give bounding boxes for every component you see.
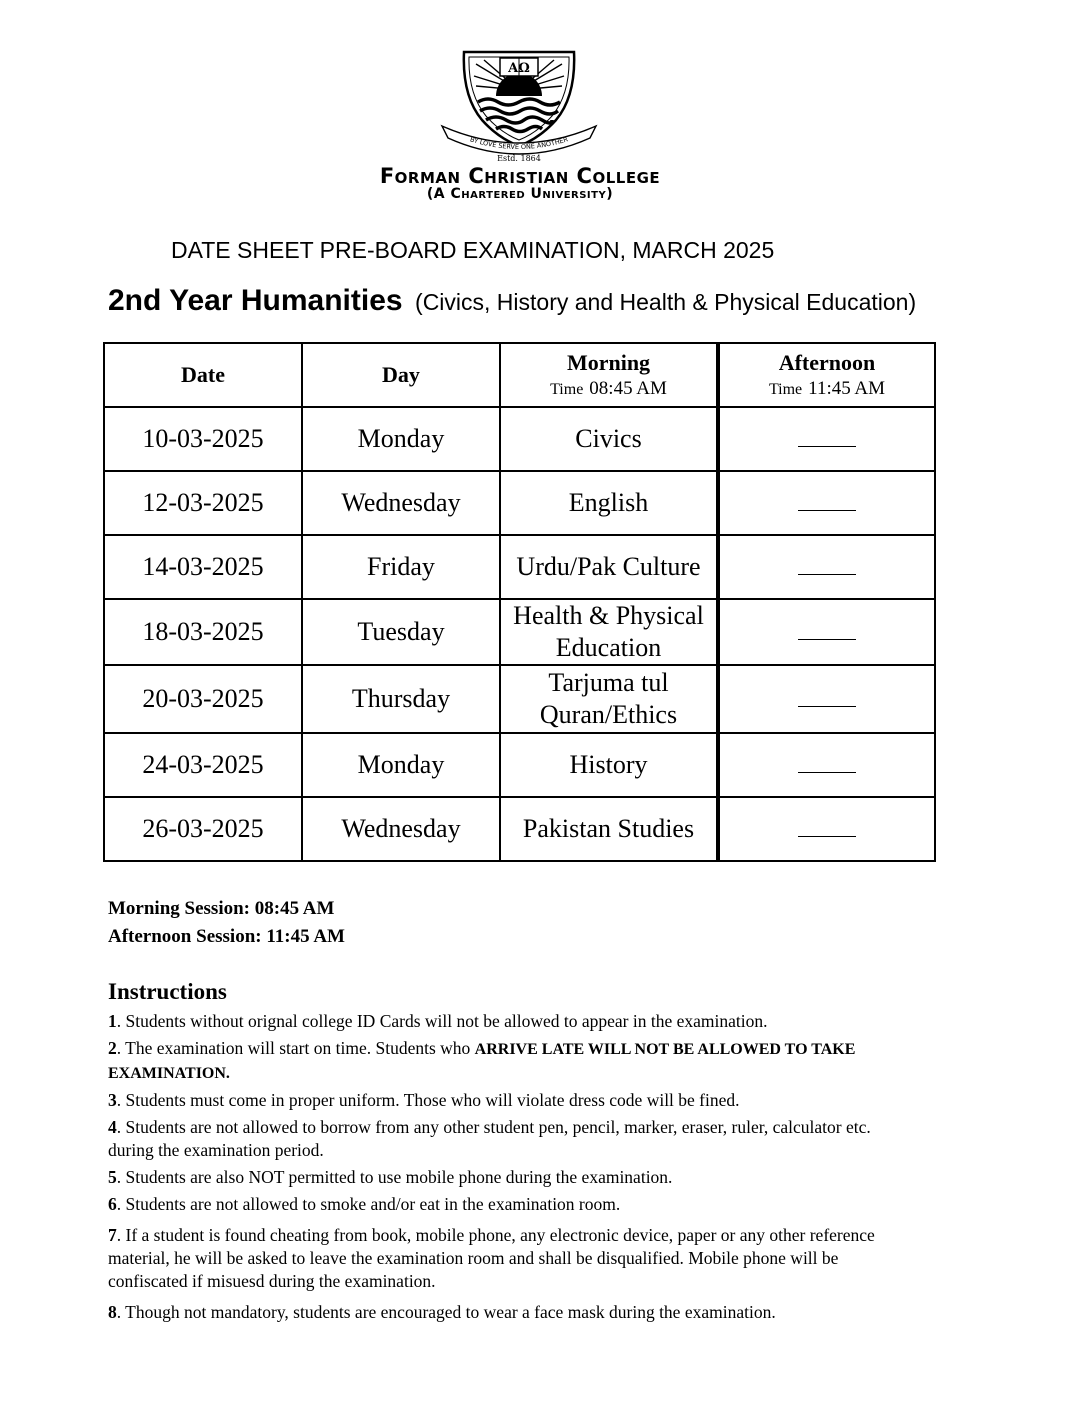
instruction-emphasis: ARRIVE LATE WILL NOT BE ALLOWED TO TAKE EXAMINATION.: [108, 1041, 856, 1082]
row-afternoon-paper: [718, 665, 935, 733]
instruction-text: . The examination will start on time. Students who: [116, 1038, 475, 1058]
instruction-text: . Students are not allowed to smoke and/or eat in the examination room.: [116, 1194, 621, 1214]
row-day: Thursday: [302, 665, 500, 733]
paper-line-1: English: [568, 488, 649, 517]
row-morning-paper: [500, 599, 718, 665]
paper-line-1: Pakistan Studies: [522, 814, 695, 843]
program-heading: [108, 284, 916, 318]
instruction-number: 7: [108, 1225, 117, 1245]
header-morning: [500, 343, 718, 407]
row-morning-paper: [500, 797, 718, 861]
empty-slot-dash: [798, 822, 856, 837]
instruction-item: [108, 1089, 908, 1112]
row-afternoon-paper: [718, 407, 935, 471]
instruction-item: [108, 1193, 908, 1216]
header-afternoon-label: Afternoon: [778, 350, 876, 375]
instruction-text: . Students are not allowed to borrow from any other student pen, pencil, marker, eraser, ruler, calculator etc. during the examination period.: [108, 1117, 871, 1160]
instructions-list: [108, 1010, 908, 1328]
row-afternoon-paper: [718, 535, 935, 599]
instruction-item: [108, 1037, 908, 1085]
header-date: Date: [104, 343, 302, 407]
header-afternoon: [718, 343, 935, 407]
crest-motto: BY LOVE SERVE ONE ANOTHER: [469, 135, 569, 152]
row-morning-paper: [500, 471, 718, 535]
row-morning-paper: [500, 733, 718, 797]
empty-slot-dash: [798, 692, 856, 707]
header-morning-time: [501, 378, 716, 400]
row-day: Tuesday: [302, 599, 500, 665]
empty-slot-dash: [798, 758, 856, 773]
paper-line-1: Health & Physical: [513, 601, 704, 630]
paper-line-1: History: [569, 750, 648, 779]
instruction-text: . Students must come in proper uniform. Those who will violate dress code will be fined.: [116, 1090, 740, 1110]
row-day: Wednesday: [302, 471, 500, 535]
row-afternoon-paper: [718, 797, 935, 861]
row-date: 12-03-2025: [104, 471, 302, 535]
instruction-number: 6: [108, 1194, 117, 1214]
afternoon-time-value: 11:45 AM: [808, 378, 886, 399]
instruction-text: . Though not mandatory, students are encouraged to wear a face mask during the examination.: [116, 1302, 776, 1322]
row-day: Monday: [302, 733, 500, 797]
afternoon-session-time: Afternoon Session: 11:45 AM: [108, 926, 345, 947]
empty-slot-dash: [798, 496, 856, 511]
instruction-number: 4: [108, 1117, 117, 1137]
row-day: Wednesday: [302, 797, 500, 861]
row-day: Monday: [302, 407, 500, 471]
row-date: 14-03-2025: [104, 535, 302, 599]
instruction-number: 3: [108, 1090, 117, 1110]
table-row: [104, 471, 935, 535]
instruction-number: 2: [108, 1038, 117, 1058]
paper-line-1: Urdu/Pak Culture: [516, 552, 701, 581]
row-afternoon-paper: [718, 471, 935, 535]
college-name: Forman Christian College: [379, 164, 661, 188]
afternoon-time-label: Time: [768, 381, 803, 398]
instruction-text: . Students without orignal college ID Cards will not be allowed to appear in the examination.: [116, 1011, 768, 1031]
row-date: 18-03-2025: [104, 599, 302, 665]
exam-schedule-table: [103, 342, 936, 862]
row-morning-paper: [500, 407, 718, 471]
table-row: [104, 407, 935, 471]
row-afternoon-paper: [718, 599, 935, 665]
table-row: [104, 599, 935, 665]
table-row: [104, 665, 935, 733]
instruction-number: 5: [108, 1167, 117, 1187]
row-morning-paper: [500, 665, 718, 733]
paper-line-2: Quran/Ethics: [539, 700, 678, 729]
morning-session-time: Morning Session: 08:45 AM: [108, 898, 335, 919]
header-morning-label: Morning: [566, 350, 651, 375]
table-row: [104, 797, 935, 861]
paper-line-1: Civics: [575, 424, 642, 453]
college-crest-icon: [436, 40, 602, 164]
instruction-text: . If a student is found cheating from book, mobile phone, any electronic device, paper or any other reference material, he will be asked to leave the examination room and shall be disqualified. Mobile phone will be confiscated if misuesd during the examination.: [108, 1225, 875, 1291]
row-day: Friday: [302, 535, 500, 599]
instruction-number: 8: [108, 1302, 117, 1322]
row-date: 24-03-2025: [104, 733, 302, 797]
table-row: [104, 733, 935, 797]
table-row: [104, 535, 935, 599]
instruction-item: [108, 1166, 908, 1189]
paper-line-2: Education: [555, 633, 662, 662]
instruction-item: [108, 1116, 908, 1162]
table-header-row: [104, 343, 935, 407]
row-date: 10-03-2025: [104, 407, 302, 471]
instructions-heading: Instructions: [108, 979, 227, 1004]
instruction-number: 1: [108, 1011, 117, 1031]
row-afternoon-paper: [718, 733, 935, 797]
header-afternoon-time: [720, 378, 934, 400]
program-subjects: (Civics, History and Health & Physical Education): [415, 289, 917, 315]
row-morning-paper: [500, 535, 718, 599]
row-date: 20-03-2025: [104, 665, 302, 733]
instruction-item: [108, 1010, 908, 1033]
empty-slot-dash: [798, 432, 856, 447]
established-year: Estd. 1864: [497, 154, 541, 163]
instruction-text: . Students are also NOT permitted to use mobile phone during the examination.: [116, 1167, 673, 1187]
empty-slot-dash: [798, 560, 856, 575]
program-name: 2nd Year Humanities: [108, 284, 403, 317]
morning-time-value: 08:45 AM: [589, 378, 667, 399]
row-date: 26-03-2025: [104, 797, 302, 861]
paper-line-1: Tarjuma tul: [548, 668, 669, 697]
college-subtitle: (A Chartered University): [426, 186, 614, 202]
date-sheet-title: DATE SHEET PRE-BOARD EXAMINATION, MARCH 2025: [171, 237, 775, 263]
empty-slot-dash: [798, 625, 856, 640]
instruction-item: [108, 1224, 908, 1293]
header-day: Day: [302, 343, 500, 407]
instruction-item: [108, 1301, 908, 1324]
shield-letters: ΑΩ: [508, 61, 530, 76]
morning-time-label: Time: [550, 381, 584, 398]
